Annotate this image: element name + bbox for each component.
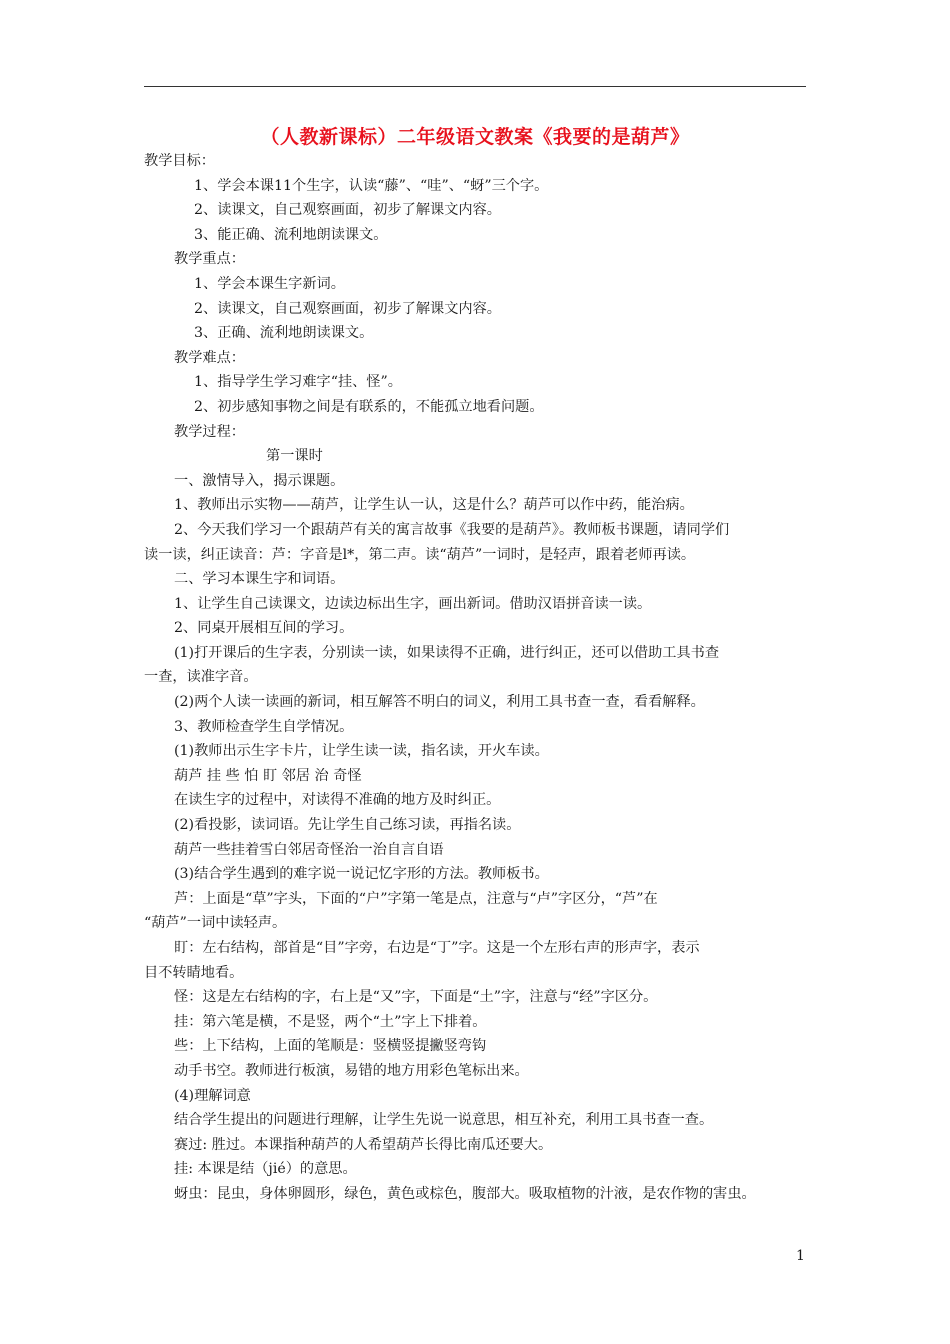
document-body bbox=[144, 149, 812, 1207]
text-line: 动手书空。教师进行板演，易错的地方用彩色笔标出来。 bbox=[174, 1062, 529, 1079]
text-line: (4)理解词意 bbox=[174, 1087, 251, 1104]
text-line: 结合学生提出的问题进行理解，让学生先说一说意思，相互补充，利用工具书查一查。 bbox=[174, 1112, 714, 1129]
text-line: 教学过程： bbox=[174, 423, 245, 440]
text-line: 一、激情导入，揭示课题。 bbox=[174, 472, 345, 489]
text-line: 芦：上面是“草”字头，下面的“户”字第一笔是点，注意与“卢”字区分，“芦”在 bbox=[174, 890, 658, 907]
text-line: 蚜虫：昆虫，身体卵圆形，绿色，黄色或棕色，腹部大。吸取植物的汁液，是农作物的害虫。 bbox=[174, 1185, 756, 1202]
text-line: (3)结合学生遇到的难字说一说记忆字形的方法。教师板书。 bbox=[174, 866, 549, 883]
text-line: (1)教师出示生字卡片，让学生读一读，指名读，开火车读。 bbox=[174, 743, 549, 760]
text-line: 教学重点： bbox=[174, 251, 245, 268]
text-line: 挂: 本课是结（jié）的意思。 bbox=[174, 1161, 357, 1178]
text-line: 在读生字的过程中，对读得不准确的地方及时纠正。 bbox=[174, 792, 501, 809]
text-line: 教学难点： bbox=[174, 349, 245, 366]
text-line: 2、初步感知事物之间是有联系的，不能孤立地看问题。 bbox=[194, 398, 544, 415]
text-line: 教学目标： bbox=[144, 153, 215, 169]
text-line: 1、学会本课11个生字，认读“藤”、“哇”、“蚜”三个字。 bbox=[194, 177, 549, 194]
text-line: 一查，读准字音。 bbox=[144, 669, 258, 686]
header-rule bbox=[144, 86, 806, 87]
text-line: 1、学会本课生字新词。 bbox=[194, 275, 345, 292]
text-line: 1、教师出示实物——葫芦，让学生认一认，这是什么？葫芦可以作中药，能治病。 bbox=[174, 497, 694, 514]
text-line: 些：上下结构，上面的笔顺是：竖横竖提撇竖弯钩 bbox=[174, 1038, 487, 1055]
text-line: 挂：第六笔是横，不是竖，两个“土”字上下排着。 bbox=[174, 1013, 487, 1030]
text-line: 葫芦一些挂着雪白邻居奇怪治一治自言自语 bbox=[174, 841, 444, 858]
text-line: 3、教师检查学生自学情况。 bbox=[174, 718, 354, 735]
text-line: (2)看投影，读词语。先让学生自己练习读，再指名读。 bbox=[174, 817, 521, 834]
text-line: 怪：这是左右结构的字，右上是“又”字，下面是“土”字，注意与“经”字区分。 bbox=[174, 989, 658, 1006]
text-line: 读一读，纠正读音：芦：字音是l*，第二声。读“葫芦”一词时，是轻声，跟着老师再读。 bbox=[144, 546, 696, 563]
text-line: 目不转睛地看。 bbox=[144, 964, 244, 981]
text-line: 2、读课文，自己观察画面，初步了解课文内容。 bbox=[194, 300, 501, 317]
text-line: 第一课时 bbox=[266, 448, 323, 465]
text-line: 盯：左右结构，部首是“目”字旁，右边是“丁”字。这是一个左形右声的形声字，表示 bbox=[174, 940, 700, 956]
text-line: 3、能正确、流利地朗读课文。 bbox=[194, 226, 388, 243]
text-line: 1、指导学生学习难字“挂、怪”。 bbox=[194, 374, 402, 391]
text-line: 赛过: 胜过。本课指种葫芦的人希望葫芦长得比南瓜还要大。 bbox=[174, 1136, 553, 1153]
text-line: 葫芦 挂 些 怕 盯 邻居 治 奇怪 bbox=[174, 767, 362, 784]
text-line: (2)两个人读一读画的新词，相互解答不明白的词义，利用工具书查一查，看看解释。 bbox=[174, 694, 705, 711]
text-line: 2、读课文，自己观察画面，初步了解课文内容。 bbox=[194, 202, 501, 219]
document-title: （人教新课标）二年级语文教案《我要的是葫芦》 bbox=[260, 126, 690, 148]
page-number: 1 bbox=[796, 1248, 805, 1264]
text-line: 2、今天我们学习一个跟葫芦有关的寓言故事《我要的是葫芦》。教师板书课题，请同学们 bbox=[174, 521, 730, 538]
text-line: 1、让学生自己读课文，边读边标出生字，画出新词。借助汉语拼音读一读。 bbox=[174, 595, 652, 612]
text-line: (1)打开课后的生字表，分别读一读，如果读得不正确，进行纠正，还可以借助工具书查 bbox=[174, 644, 720, 661]
text-line: “葫芦”一词中读轻声。 bbox=[144, 915, 287, 932]
text-line: 二、学习本课生字和词语。 bbox=[174, 571, 345, 588]
text-line: 3、正确、流利地朗读课文。 bbox=[194, 325, 374, 342]
text-line: 2、同桌开展相互间的学习。 bbox=[174, 620, 354, 637]
